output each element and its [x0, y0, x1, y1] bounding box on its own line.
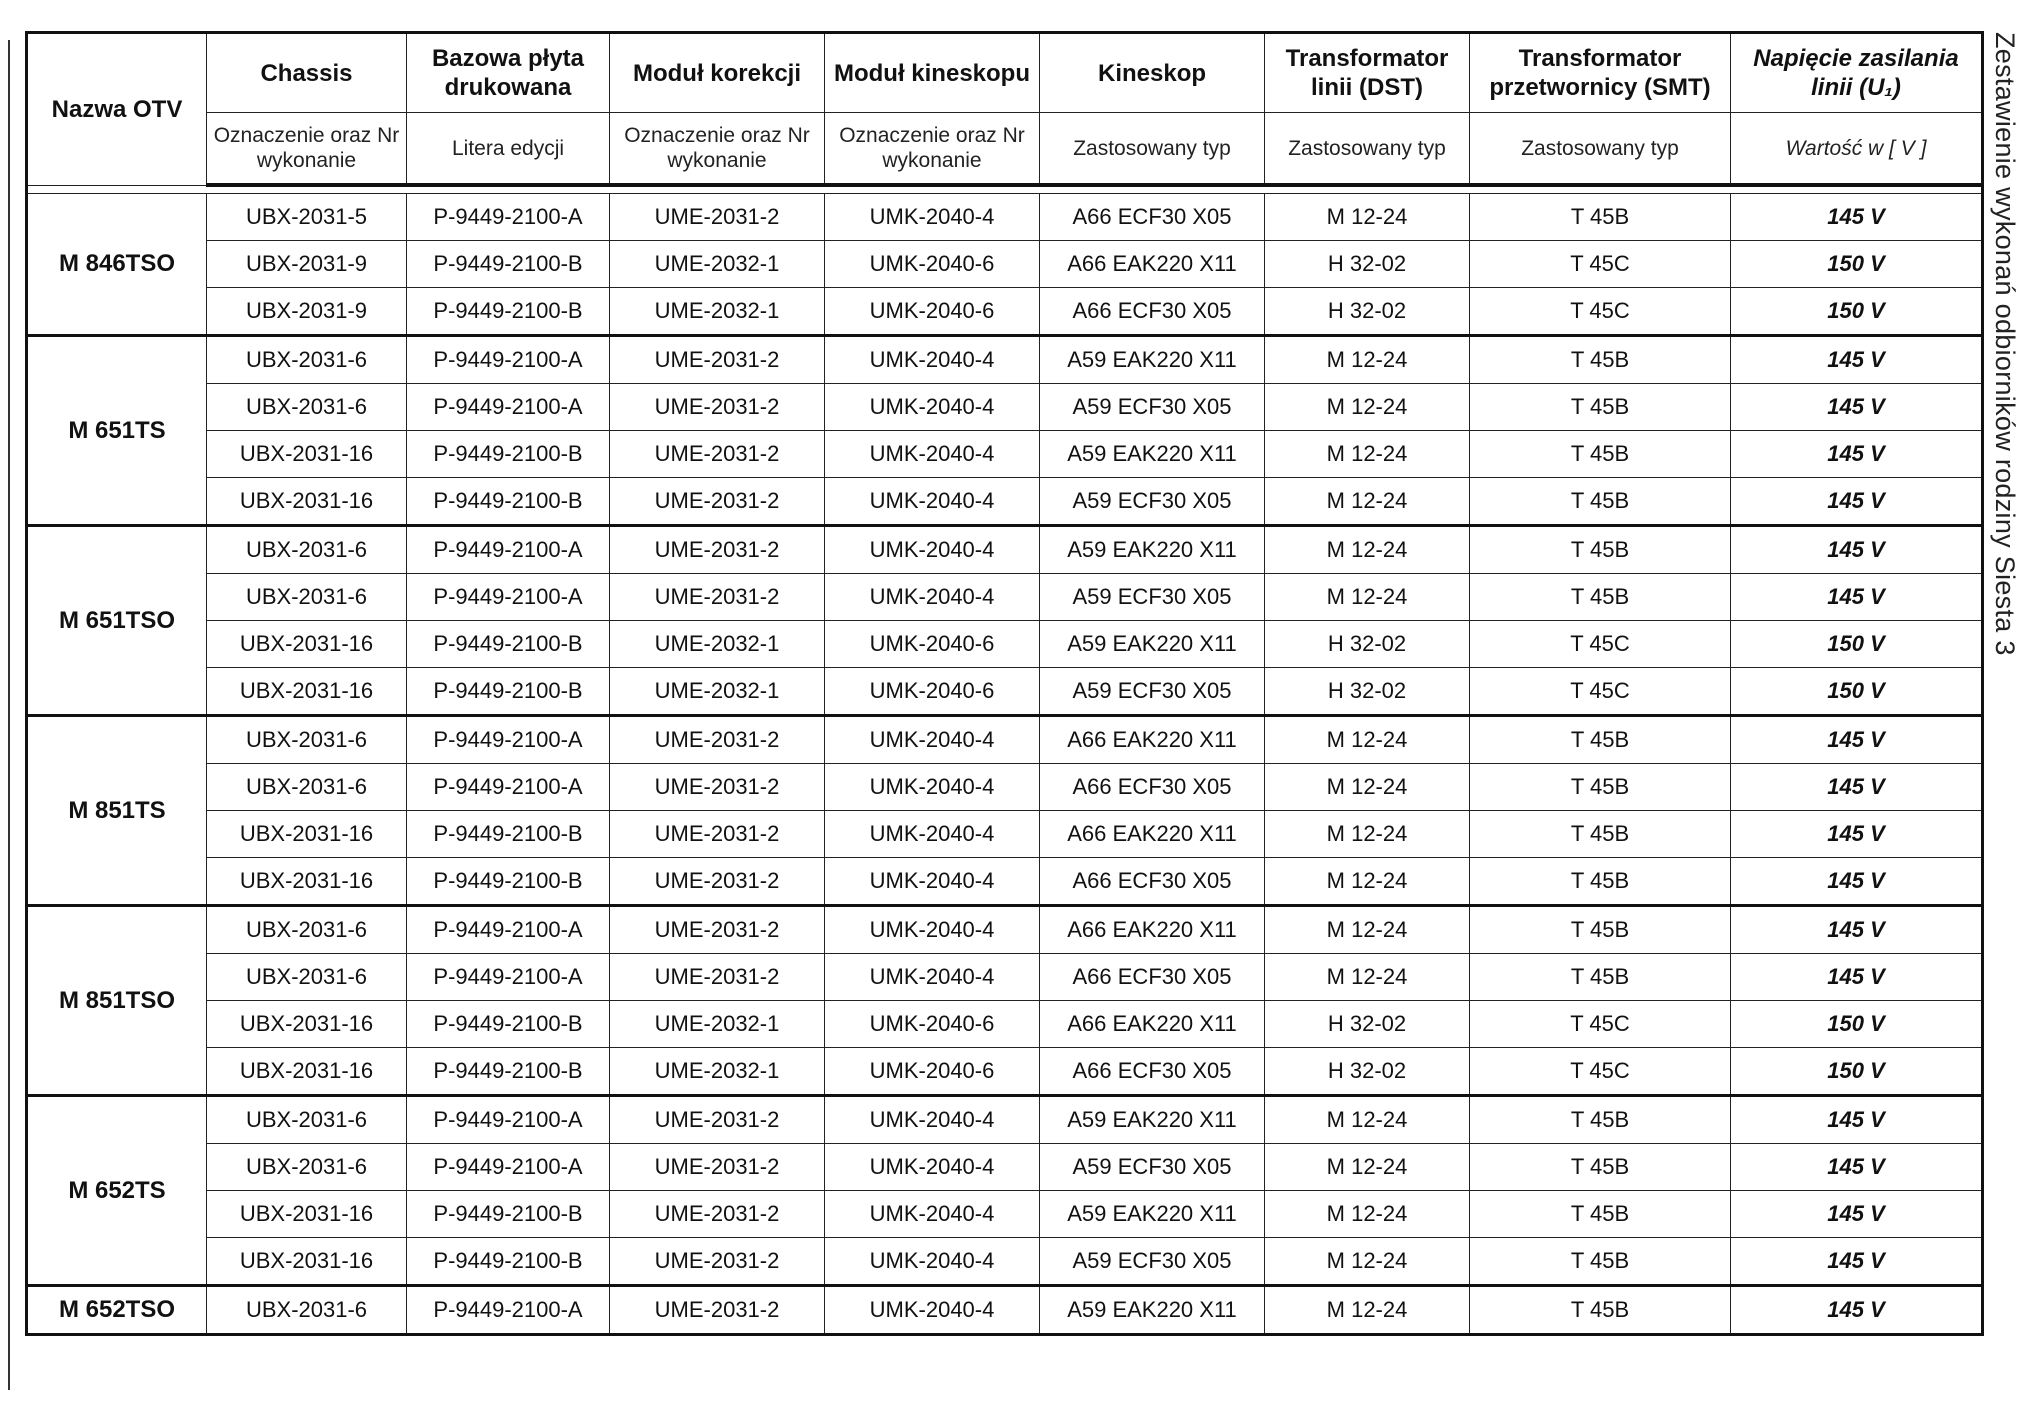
modul-kineskopu-cell: UMK-2040-4	[825, 574, 1040, 621]
smt-cell: T 45C	[1470, 621, 1731, 668]
smt-cell: T 45B	[1470, 431, 1731, 478]
side-caption: Zestawienie wykonań odbiorników rodziny Siesta 3	[1990, 32, 2020, 656]
modul-korekcji-cell: UME-2031-2	[610, 431, 825, 478]
modul-kineskopu-cell: UMK-2040-4	[825, 1286, 1040, 1335]
dst-cell: M 12-24	[1265, 1144, 1470, 1191]
plyta-cell: P-9449-2100-B	[407, 431, 610, 478]
modul-korekcji-cell: UME-2032-1	[610, 621, 825, 668]
plyta-cell: P-9449-2100-A	[407, 764, 610, 811]
modul-korekcji-cell: UME-2032-1	[610, 288, 825, 336]
header-spacer-cell	[27, 185, 1983, 194]
dst-cell: M 12-24	[1265, 764, 1470, 811]
plyta-cell: P-9449-2100-B	[407, 478, 610, 526]
dst-cell: M 12-24	[1265, 716, 1470, 764]
smt-cell: T 45B	[1470, 906, 1731, 954]
smt-cell: T 45B	[1470, 336, 1731, 384]
modul-korekcji-cell: UME-2031-2	[610, 384, 825, 431]
napiecie-cell: 145 V	[1731, 478, 1983, 526]
kineskop-cell: A66 ECF30 X05	[1040, 288, 1265, 336]
header-subtitle-row	[27, 113, 1983, 186]
modul-korekcji-cell: UME-2032-1	[610, 1001, 825, 1048]
plyta-cell: P-9449-2100-A	[407, 384, 610, 431]
table-row	[27, 621, 1983, 668]
smt-cell: T 45B	[1470, 1238, 1731, 1286]
chassis-cell: UBX-2031-5	[207, 194, 407, 241]
dst-cell: H 32-02	[1265, 1048, 1470, 1096]
dst-cell: M 12-24	[1265, 384, 1470, 431]
modul-korekcji-cell: UME-2031-2	[610, 194, 825, 241]
napiecie-cell: 145 V	[1731, 764, 1983, 811]
chassis-cell: UBX-2031-6	[207, 1144, 407, 1191]
napiecie-cell: 150 V	[1731, 621, 1983, 668]
plyta-cell: P-9449-2100-B	[407, 241, 610, 288]
dst-cell: M 12-24	[1265, 194, 1470, 241]
modul-kineskopu-cell: UMK-2040-6	[825, 1048, 1040, 1096]
kineskop-cell: A59 EAK220 X11	[1040, 621, 1265, 668]
header-title-row	[27, 33, 1983, 113]
specification-table	[25, 31, 1984, 1336]
modul-korekcji-cell: UME-2031-2	[610, 1144, 825, 1191]
kineskop-cell: A59 EAK220 X11	[1040, 526, 1265, 574]
model-name-cell: M 851TS	[27, 716, 207, 906]
kineskop-cell: A59 ECF30 X05	[1040, 478, 1265, 526]
chassis-cell: UBX-2031-6	[207, 1286, 407, 1335]
modul-korekcji-cell: UME-2032-1	[610, 668, 825, 716]
modul-kineskopu-cell: UMK-2040-4	[825, 431, 1040, 478]
subheader-chassis: Oznaczenie oraz Nr wykonanie	[207, 113, 407, 186]
modul-korekcji-cell: UME-2031-2	[610, 336, 825, 384]
modul-kineskopu-cell: UMK-2040-4	[825, 194, 1040, 241]
modul-kineskopu-cell: UMK-2040-4	[825, 336, 1040, 384]
napiecie-cell: 145 V	[1731, 1191, 1983, 1238]
table-row	[27, 288, 1983, 336]
kineskop-cell: A59 EAK220 X11	[1040, 336, 1265, 384]
model-name-cell: M 651TSO	[27, 526, 207, 716]
chassis-cell: UBX-2031-6	[207, 954, 407, 1001]
chassis-cell: UBX-2031-16	[207, 478, 407, 526]
table-row	[27, 478, 1983, 526]
plyta-cell: P-9449-2100-A	[407, 574, 610, 621]
header-chassis: Chassis	[207, 33, 407, 113]
header-dst: Transformator linii (DST)	[1265, 33, 1470, 113]
plyta-cell: P-9449-2100-A	[407, 1144, 610, 1191]
modul-korekcji-cell: UME-2031-2	[610, 764, 825, 811]
kineskop-cell: A66 ECF30 X05	[1040, 858, 1265, 906]
smt-cell: T 45C	[1470, 241, 1731, 288]
modul-korekcji-cell: UME-2031-2	[610, 1191, 825, 1238]
smt-cell: T 45B	[1470, 194, 1731, 241]
chassis-cell: UBX-2031-16	[207, 668, 407, 716]
kineskop-cell: A59 ECF30 X05	[1040, 1144, 1265, 1191]
plyta-cell: P-9449-2100-A	[407, 526, 610, 574]
dst-cell: M 12-24	[1265, 431, 1470, 478]
dst-cell: M 12-24	[1265, 574, 1470, 621]
chassis-cell: UBX-2031-6	[207, 906, 407, 954]
modul-kineskopu-cell: UMK-2040-4	[825, 954, 1040, 1001]
napiecie-cell: 145 V	[1731, 858, 1983, 906]
header-kineskop: Kineskop	[1040, 33, 1265, 113]
subheader-napiecie: Wartość w [ V ]	[1731, 113, 1983, 186]
smt-cell: T 45B	[1470, 716, 1731, 764]
modul-korekcji-cell: UME-2031-2	[610, 954, 825, 1001]
chassis-cell: UBX-2031-6	[207, 384, 407, 431]
napiecie-cell: 145 V	[1731, 1286, 1983, 1335]
plyta-cell: P-9449-2100-B	[407, 1191, 610, 1238]
dst-cell: M 12-24	[1265, 526, 1470, 574]
kineskop-cell: A59 EAK220 X11	[1040, 431, 1265, 478]
chassis-cell: UBX-2031-16	[207, 1191, 407, 1238]
chassis-cell: UBX-2031-6	[207, 336, 407, 384]
smt-cell: T 45B	[1470, 811, 1731, 858]
kineskop-cell: A66 ECF30 X05	[1040, 954, 1265, 1001]
napiecie-cell: 150 V	[1731, 241, 1983, 288]
modul-kineskopu-cell: UMK-2040-4	[825, 526, 1040, 574]
modul-korekcji-cell: UME-2031-2	[610, 574, 825, 621]
chassis-cell: UBX-2031-16	[207, 858, 407, 906]
dst-cell: H 32-02	[1265, 621, 1470, 668]
chassis-cell: UBX-2031-6	[207, 764, 407, 811]
subheader-smt: Zastosowany typ	[1470, 113, 1731, 186]
plyta-cell: P-9449-2100-A	[407, 336, 610, 384]
napiecie-cell: 145 V	[1731, 906, 1983, 954]
plyta-cell: P-9449-2100-B	[407, 1238, 610, 1286]
smt-cell: T 45B	[1470, 1286, 1731, 1335]
subheader-dst: Zastosowany typ	[1265, 113, 1470, 186]
kineskop-cell: A59 ECF30 X05	[1040, 1238, 1265, 1286]
table-row	[27, 858, 1983, 906]
plyta-cell: P-9449-2100-B	[407, 811, 610, 858]
table-body	[27, 185, 1983, 1335]
kineskop-cell: A59 ECF30 X05	[1040, 574, 1265, 621]
modul-kineskopu-cell: UMK-2040-4	[825, 1144, 1040, 1191]
kineskop-cell: A59 ECF30 X05	[1040, 384, 1265, 431]
table-row	[27, 241, 1983, 288]
kineskop-cell: A59 EAK220 X11	[1040, 1096, 1265, 1144]
dst-cell: M 12-24	[1265, 906, 1470, 954]
dst-cell: H 32-02	[1265, 241, 1470, 288]
modul-korekcji-cell: UME-2031-2	[610, 858, 825, 906]
modul-kineskopu-cell: UMK-2040-4	[825, 716, 1040, 764]
smt-cell: T 45B	[1470, 858, 1731, 906]
modul-kineskopu-cell: UMK-2040-6	[825, 288, 1040, 336]
modul-korekcji-cell: UME-2032-1	[610, 1048, 825, 1096]
kineskop-cell: A66 EAK220 X11	[1040, 241, 1265, 288]
modul-korekcji-cell: UME-2031-2	[610, 526, 825, 574]
napiecie-cell: 145 V	[1731, 811, 1983, 858]
table-row	[27, 574, 1983, 621]
plyta-cell: P-9449-2100-B	[407, 1048, 610, 1096]
header-nazwa-otv: Nazwa OTV	[27, 33, 207, 186]
dst-cell: M 12-24	[1265, 1191, 1470, 1238]
chassis-cell: UBX-2031-16	[207, 811, 407, 858]
header-modul-korekcji: Moduł korekcji	[610, 33, 825, 113]
table-row	[27, 1096, 1983, 1144]
table-row	[27, 668, 1983, 716]
napiecie-cell: 145 V	[1731, 384, 1983, 431]
napiecie-cell: 145 V	[1731, 954, 1983, 1001]
modul-kineskopu-cell: UMK-2040-4	[825, 1191, 1040, 1238]
smt-cell: T 45C	[1470, 668, 1731, 716]
table-row	[27, 194, 1983, 241]
dst-cell: M 12-24	[1265, 954, 1470, 1001]
table-header	[27, 33, 1983, 186]
table-row	[27, 716, 1983, 764]
napiecie-cell: 145 V	[1731, 1238, 1983, 1286]
chassis-cell: UBX-2031-6	[207, 716, 407, 764]
subheader-kineskop: Zastosowany typ	[1040, 113, 1265, 186]
plyta-cell: P-9449-2100-A	[407, 1096, 610, 1144]
plyta-cell: P-9449-2100-A	[407, 906, 610, 954]
smt-cell: T 45B	[1470, 574, 1731, 621]
table-row	[27, 1001, 1983, 1048]
napiecie-cell: 145 V	[1731, 1144, 1983, 1191]
smt-cell: T 45C	[1470, 1001, 1731, 1048]
table-row	[27, 906, 1983, 954]
modul-kineskopu-cell: UMK-2040-6	[825, 621, 1040, 668]
plyta-cell: P-9449-2100-A	[407, 716, 610, 764]
plyta-cell: P-9449-2100-B	[407, 288, 610, 336]
chassis-cell: UBX-2031-16	[207, 1001, 407, 1048]
table-row	[27, 431, 1983, 478]
dst-cell: H 32-02	[1265, 1001, 1470, 1048]
dst-cell: M 12-24	[1265, 478, 1470, 526]
table-row	[27, 954, 1983, 1001]
dst-cell: M 12-24	[1265, 1096, 1470, 1144]
model-name-cell: M 651TS	[27, 336, 207, 526]
table-row	[27, 1191, 1983, 1238]
left-margin-rule	[8, 40, 10, 1390]
chassis-cell: UBX-2031-6	[207, 574, 407, 621]
napiecie-cell: 150 V	[1731, 668, 1983, 716]
model-name-cell: M 846TSO	[27, 194, 207, 336]
subheader-modul-korekcji: Oznaczenie oraz Nr wykonanie	[610, 113, 825, 186]
modul-kineskopu-cell: UMK-2040-4	[825, 1096, 1040, 1144]
plyta-cell: P-9449-2100-A	[407, 954, 610, 1001]
smt-cell: T 45B	[1470, 478, 1731, 526]
smt-cell: T 45B	[1470, 526, 1731, 574]
header-modul-kineskopu: Moduł kineskopu	[825, 33, 1040, 113]
header-plyta: Bazowa płyta drukowana	[407, 33, 610, 113]
subheader-modul-kineskopu: Oznaczenie oraz Nr wykonanie	[825, 113, 1040, 186]
chassis-cell: UBX-2031-6	[207, 1096, 407, 1144]
kineskop-cell: A66 EAK220 X11	[1040, 1001, 1265, 1048]
dst-cell: M 12-24	[1265, 858, 1470, 906]
smt-cell: T 45B	[1470, 1144, 1731, 1191]
modul-kineskopu-cell: UMK-2040-4	[825, 478, 1040, 526]
napiecie-cell: 145 V	[1731, 574, 1983, 621]
plyta-cell: P-9449-2100-B	[407, 668, 610, 716]
modul-korekcji-cell: UME-2031-2	[610, 716, 825, 764]
chassis-cell: UBX-2031-16	[207, 1238, 407, 1286]
kineskop-cell: A66 ECF30 X05	[1040, 764, 1265, 811]
plyta-cell: P-9449-2100-B	[407, 858, 610, 906]
chassis-cell: UBX-2031-16	[207, 431, 407, 478]
napiecie-cell: 150 V	[1731, 1001, 1983, 1048]
modul-korekcji-cell: UME-2032-1	[610, 241, 825, 288]
model-name-cell: M 652TS	[27, 1096, 207, 1286]
model-name-cell: M 652TSO	[27, 1286, 207, 1335]
header-napiecie: Napięcie zasilania linii (U₁)	[1731, 33, 1983, 113]
chassis-cell: UBX-2031-16	[207, 621, 407, 668]
modul-korekcji-cell: UME-2031-2	[610, 1096, 825, 1144]
modul-kineskopu-cell: UMK-2040-6	[825, 668, 1040, 716]
table-row	[27, 1048, 1983, 1096]
chassis-cell: UBX-2031-9	[207, 241, 407, 288]
dst-cell: H 32-02	[1265, 288, 1470, 336]
smt-cell: T 45C	[1470, 288, 1731, 336]
napiecie-cell: 145 V	[1731, 194, 1983, 241]
napiecie-cell: 145 V	[1731, 526, 1983, 574]
subheader-plyta: Litera edycji	[407, 113, 610, 186]
napiecie-cell: 145 V	[1731, 336, 1983, 384]
kineskop-cell: A59 EAK220 X11	[1040, 1286, 1265, 1335]
smt-cell: T 45B	[1470, 384, 1731, 431]
header-spacer-row	[27, 185, 1983, 194]
kineskop-cell: A59 ECF30 X05	[1040, 668, 1265, 716]
dst-cell: M 12-24	[1265, 1286, 1470, 1335]
napiecie-cell: 145 V	[1731, 431, 1983, 478]
table-row	[27, 336, 1983, 384]
table-row	[27, 811, 1983, 858]
table-row	[27, 1144, 1983, 1191]
modul-kineskopu-cell: UMK-2040-6	[825, 1001, 1040, 1048]
napiecie-cell: 150 V	[1731, 288, 1983, 336]
napiecie-cell: 145 V	[1731, 716, 1983, 764]
table-row	[27, 1238, 1983, 1286]
modul-korekcji-cell: UME-2031-2	[610, 1286, 825, 1335]
modul-kineskopu-cell: UMK-2040-4	[825, 764, 1040, 811]
smt-cell: T 45B	[1470, 954, 1731, 1001]
modul-kineskopu-cell: UMK-2040-4	[825, 811, 1040, 858]
smt-cell: T 45C	[1470, 1048, 1731, 1096]
dst-cell: M 12-24	[1265, 1238, 1470, 1286]
chassis-cell: UBX-2031-9	[207, 288, 407, 336]
kineskop-cell: A66 EAK220 X11	[1040, 811, 1265, 858]
napiecie-cell: 145 V	[1731, 1096, 1983, 1144]
dst-cell: H 32-02	[1265, 668, 1470, 716]
model-name-cell: M 851TSO	[27, 906, 207, 1096]
modul-kineskopu-cell: UMK-2040-4	[825, 384, 1040, 431]
modul-kineskopu-cell: UMK-2040-4	[825, 1238, 1040, 1286]
modul-korekcji-cell: UME-2031-2	[610, 811, 825, 858]
smt-cell: T 45B	[1470, 1191, 1731, 1238]
modul-korekcji-cell: UME-2031-2	[610, 478, 825, 526]
plyta-cell: P-9449-2100-B	[407, 621, 610, 668]
chassis-cell: UBX-2031-6	[207, 526, 407, 574]
table-row	[27, 384, 1983, 431]
napiecie-cell: 150 V	[1731, 1048, 1983, 1096]
smt-cell: T 45B	[1470, 1096, 1731, 1144]
header-smt: Transformator przetwornicy (SMT)	[1470, 33, 1731, 113]
table-row	[27, 764, 1983, 811]
modul-korekcji-cell: UME-2031-2	[610, 1238, 825, 1286]
table-row	[27, 526, 1983, 574]
specification-table-container	[25, 31, 1981, 1336]
chassis-cell: UBX-2031-16	[207, 1048, 407, 1096]
smt-cell: T 45B	[1470, 764, 1731, 811]
table-row	[27, 1286, 1983, 1335]
kineskop-cell: A66 EAK220 X11	[1040, 716, 1265, 764]
kineskop-cell: A66 ECF30 X05	[1040, 1048, 1265, 1096]
kineskop-cell: A66 EAK220 X11	[1040, 906, 1265, 954]
plyta-cell: P-9449-2100-B	[407, 1001, 610, 1048]
kineskop-cell: A66 ECF30 X05	[1040, 194, 1265, 241]
dst-cell: M 12-24	[1265, 336, 1470, 384]
kineskop-cell: A59 EAK220 X11	[1040, 1191, 1265, 1238]
modul-kineskopu-cell: UMK-2040-6	[825, 241, 1040, 288]
dst-cell: M 12-24	[1265, 811, 1470, 858]
plyta-cell: P-9449-2100-A	[407, 1286, 610, 1335]
modul-kineskopu-cell: UMK-2040-4	[825, 858, 1040, 906]
modul-kineskopu-cell: UMK-2040-4	[825, 906, 1040, 954]
plyta-cell: P-9449-2100-A	[407, 194, 610, 241]
modul-korekcji-cell: UME-2031-2	[610, 906, 825, 954]
